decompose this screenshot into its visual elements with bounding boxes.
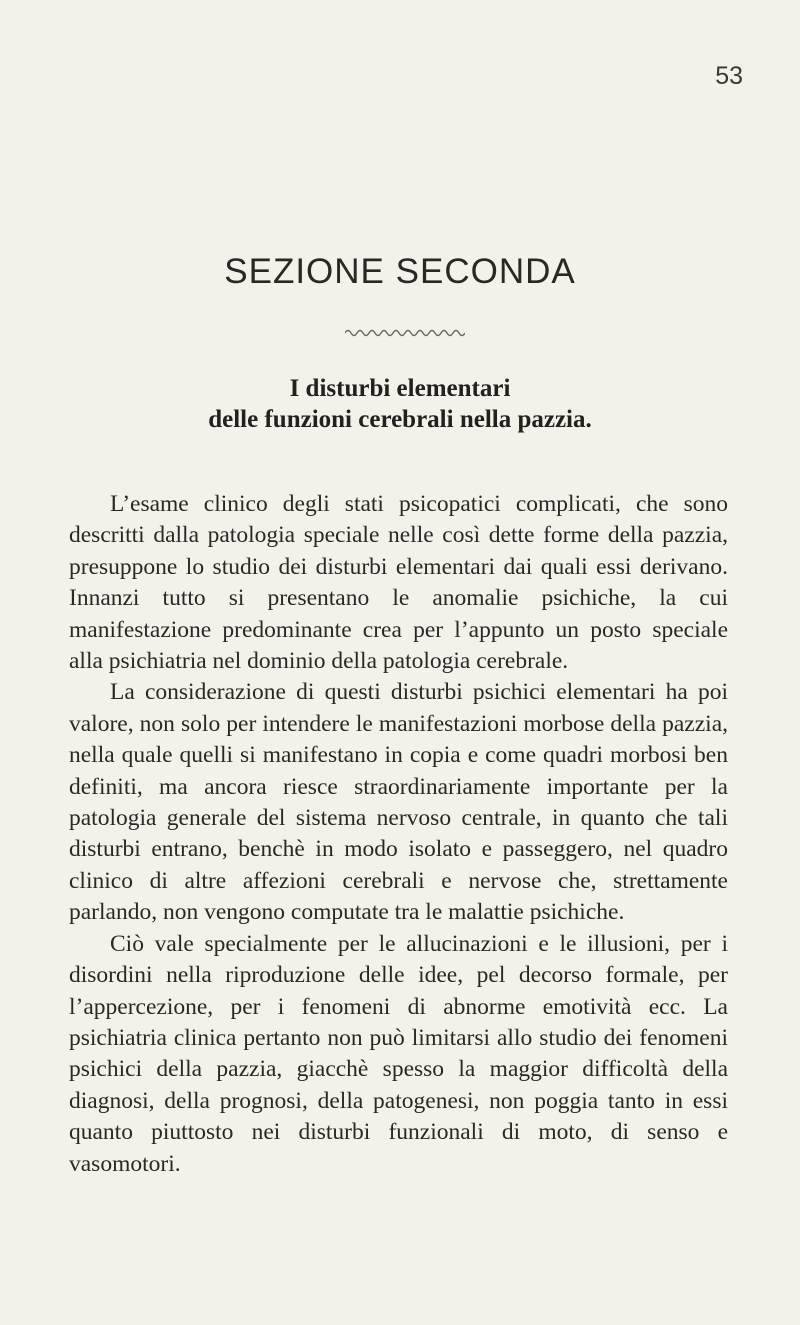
page-number: 53	[715, 62, 743, 90]
chapter-title-line-2: delle funzioni cerebrali nella pazzia.	[208, 406, 592, 433]
paragraph-2: La considerazione di questi disturbi psichici elementari ha poi valore, non solo per intendere le manifestazioni morbose della pazzia, nella quale quelli si manifestano in copia e come quadri morbosi ben definiti, ma ancora riesce straordinariamente importante per la patologia generale del sistema nervoso centrale, in quanto che tali disturbi entrano, benchè in modo isolato e passeggero, nel quadro clinico di altre affezioni cerebrali e nervose che, strettamente parlando, non vengono computate tra le malattie psichiche.	[69, 679, 728, 926]
body-text	[69, 489, 728, 1180]
paragraph-1: L’esame clinico degli stati psicopatici complicati, che sono descritti dalla patologia speciale nelle così dette forme della pazzia, presuppone lo studio dei disturbi elementari dai quali essi derivano. Innanzi tutto si presentano le anomalie psichiche, la cui manifestazione predominante crea per l’appunto un posto speciale alla psichiatria nel dominio della patologia cerebrale.	[69, 491, 728, 675]
section-title: SEZIONE SECONDA	[224, 252, 576, 291]
wavy-ornament-icon	[345, 326, 465, 340]
chapter-title-line-1: I disturbi elementari	[289, 375, 511, 402]
paragraph-3: Ciò vale specialmente per le allucinazioni e le illusioni, per i disordini nella riproduzione delle idee, pel decorso formale, per l’appercezione, per i fenomeni di abnorme emotività ecc. La psichiatria clinica pertanto non può limitarsi allo studio dei fenomeni psichici della pazzia, giacchè spesso la maggior difficoltà della diagnosi, della prognosi, della patogenesi, non poggia tanto in essi quanto piuttosto nei disturbi funzionali di moto, di senso e vasomotori.	[69, 930, 728, 1177]
chapter-title	[0, 373, 800, 435]
